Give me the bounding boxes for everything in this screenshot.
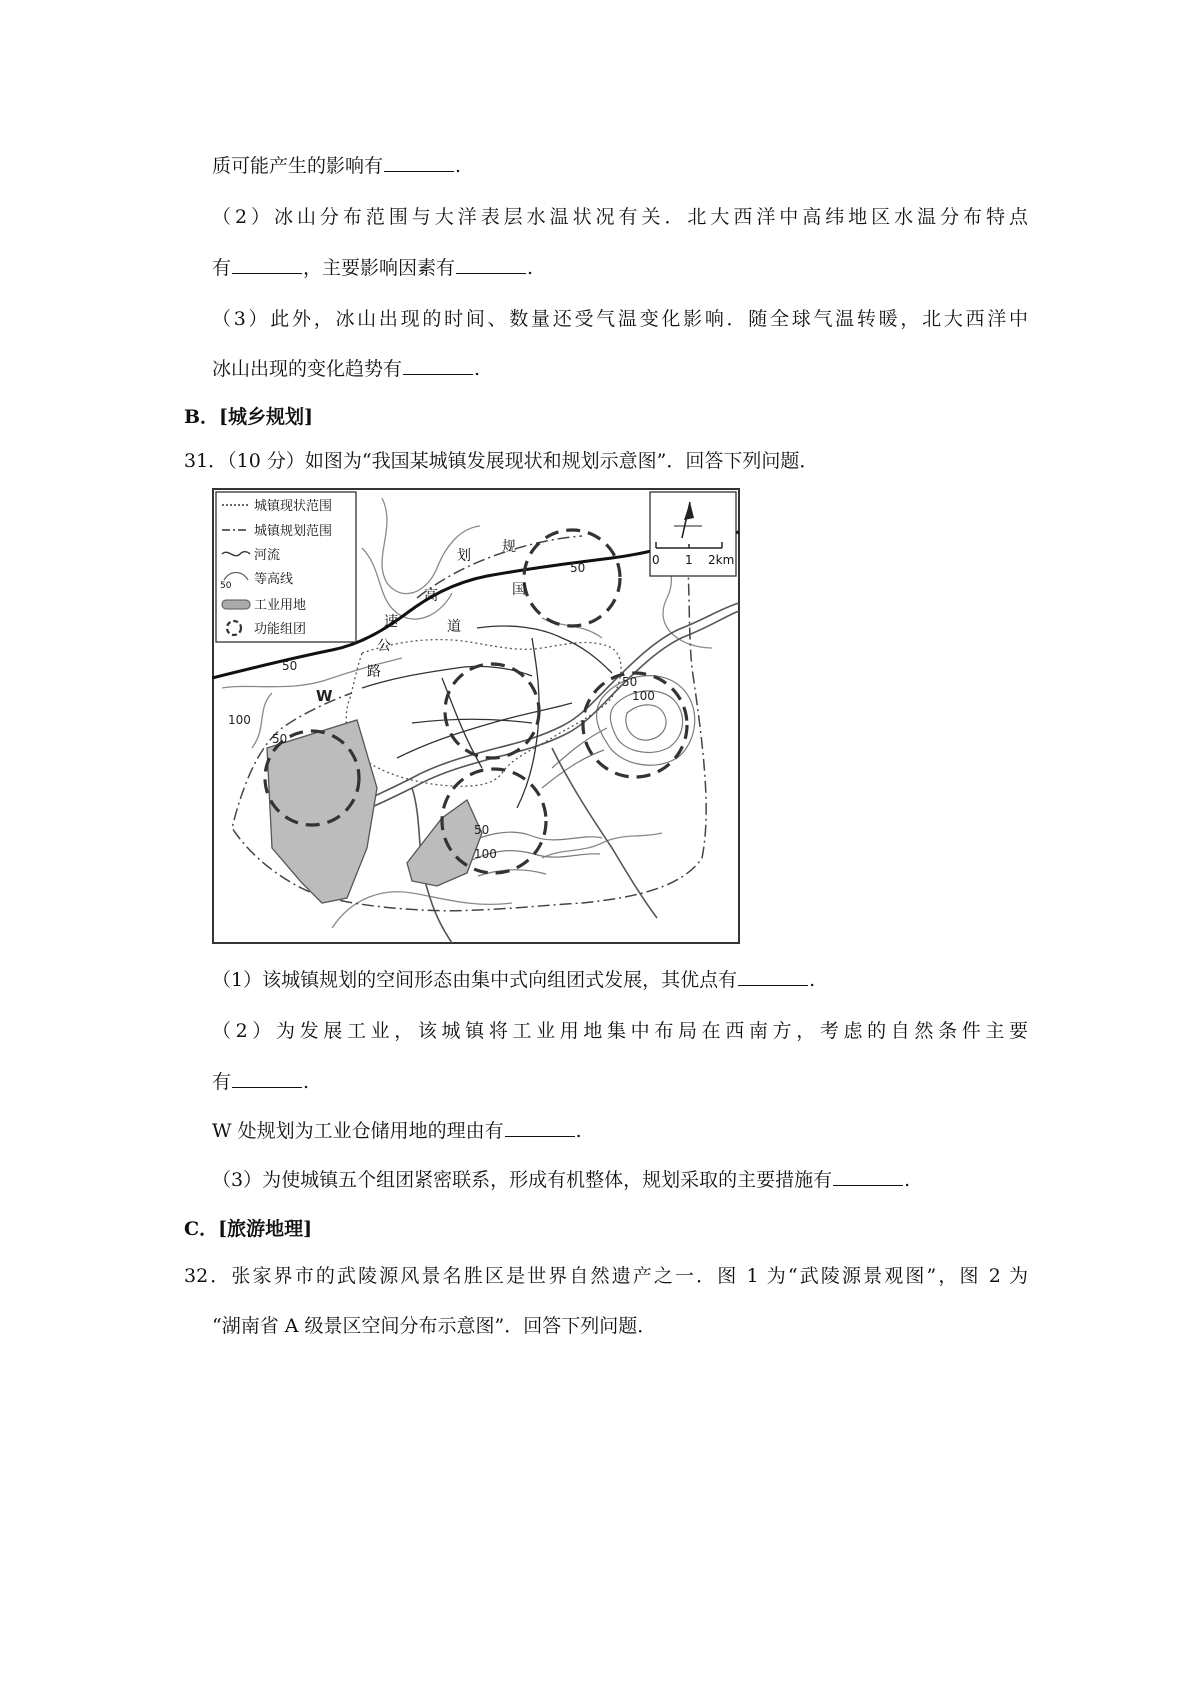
line-text: 有 (212, 1071, 232, 1093)
contour-label: 50 (474, 823, 490, 837)
question-31-part-2-cont (212, 1068, 309, 1096)
line-text: （3）为使城镇五个组团紧密联系，形成有机整体，规划采取的主要措施有 (212, 1169, 833, 1191)
section-heading-b: B．[城乡规划] (184, 406, 314, 428)
road-char: 高 (424, 588, 438, 604)
line-end: . (809, 969, 816, 991)
legend-current-range: 城镇现状范围 (254, 499, 333, 514)
answer-blank[interactable] (232, 255, 302, 274)
answer-blank[interactable] (456, 255, 526, 274)
legend-industrial-land: 工业用地 (254, 598, 307, 613)
line-text: 冰山出现的变化趋势有 (212, 358, 403, 380)
line-text: 质可能产生的影响有 (212, 155, 384, 177)
road-char: 国 (512, 582, 526, 598)
north-arrow-and-scale (650, 492, 736, 576)
road-char: 路 (367, 664, 381, 680)
question-31-part-1 (212, 966, 815, 994)
road-char: 道 (447, 619, 461, 635)
text-line-2: （2）冰山分布范围与大洋表层水温状况有关．北大西洋中高纬地区水温分布特点 (212, 206, 1028, 228)
line-text: ，主要影响因素有 (303, 257, 456, 279)
contour-label: 100 (474, 847, 497, 861)
text-line-5 (212, 355, 480, 383)
answer-blank[interactable] (384, 153, 454, 172)
legend-contour-number: 50 (220, 581, 232, 591)
question-32: 32．张家界市的武陵源风景名胜区是世界自然遗产之一．图 1 为“武陵源景观图”，图 2 为 (184, 1265, 1028, 1287)
road-char: 公 (377, 638, 391, 654)
question-32-cont: “湖南省 A 级景区空间分布示意图”．回答下列问题． (212, 1315, 657, 1337)
contour-label: 50 (282, 659, 298, 673)
question-31-part-3 (212, 1166, 910, 1194)
road-char: 规 (502, 539, 516, 555)
line-end: . (303, 1071, 310, 1093)
line-end: . (455, 155, 462, 177)
road-char: 速 (384, 614, 398, 630)
map-legend (216, 492, 356, 642)
contour-label: 50 (622, 675, 638, 689)
label-w: W (316, 687, 333, 705)
legend-planned-range: 城镇规划范围 (254, 524, 333, 539)
town-planning-map (212, 488, 740, 944)
line-end: . (527, 257, 534, 279)
answer-blank[interactable] (833, 1167, 903, 1186)
question-31-w (212, 1117, 582, 1145)
contour-label: 50 (570, 561, 586, 575)
line-text: W 处规划为工业仓储用地的理由有 (212, 1120, 504, 1142)
legend-functional-cluster: 功能组团 (254, 622, 307, 637)
legend-contour: 等高线 (254, 572, 294, 587)
answer-blank[interactable] (505, 1118, 575, 1137)
line-end: . (575, 1120, 582, 1142)
contour-label: 100 (632, 689, 655, 703)
text-line-3 (212, 254, 533, 282)
question-31-part-2: （2）为发展工业，该城镇将工业用地集中布局在西南方，考虑的自然条件主要 (212, 1020, 1028, 1042)
legend-river: 河流 (254, 548, 281, 563)
section-heading-c: C．[旅游地理] (184, 1218, 313, 1240)
question-31: 31．（10 分）如图为“我国某城镇发展现状和规划示意图”．回答下列问题． (184, 450, 819, 472)
legend-box (216, 492, 356, 642)
contour-label: 100 (228, 713, 251, 727)
scale-label-2km: 2km (708, 553, 735, 567)
scale-label-1: 1 (685, 553, 693, 567)
text-line-1 (212, 152, 461, 180)
answer-blank[interactable] (738, 967, 808, 986)
answer-blank[interactable] (403, 356, 473, 375)
line-end: . (474, 358, 481, 380)
line-end: . (904, 1169, 911, 1191)
line-text: 有 (212, 257, 232, 279)
road-char: 划 (457, 548, 471, 564)
answer-blank[interactable] (232, 1069, 302, 1088)
text-line-4: （3）此外，冰山出现的时间、数量还受气温变化影响．随全球气温转暖，北大西洋中 (212, 308, 1028, 330)
line-text: （1）该城镇规划的空间形态由集中式向组团式发展，其优点有 (212, 969, 738, 991)
contour-label: 50 (272, 732, 288, 746)
scale-label-0: 0 (652, 553, 660, 567)
